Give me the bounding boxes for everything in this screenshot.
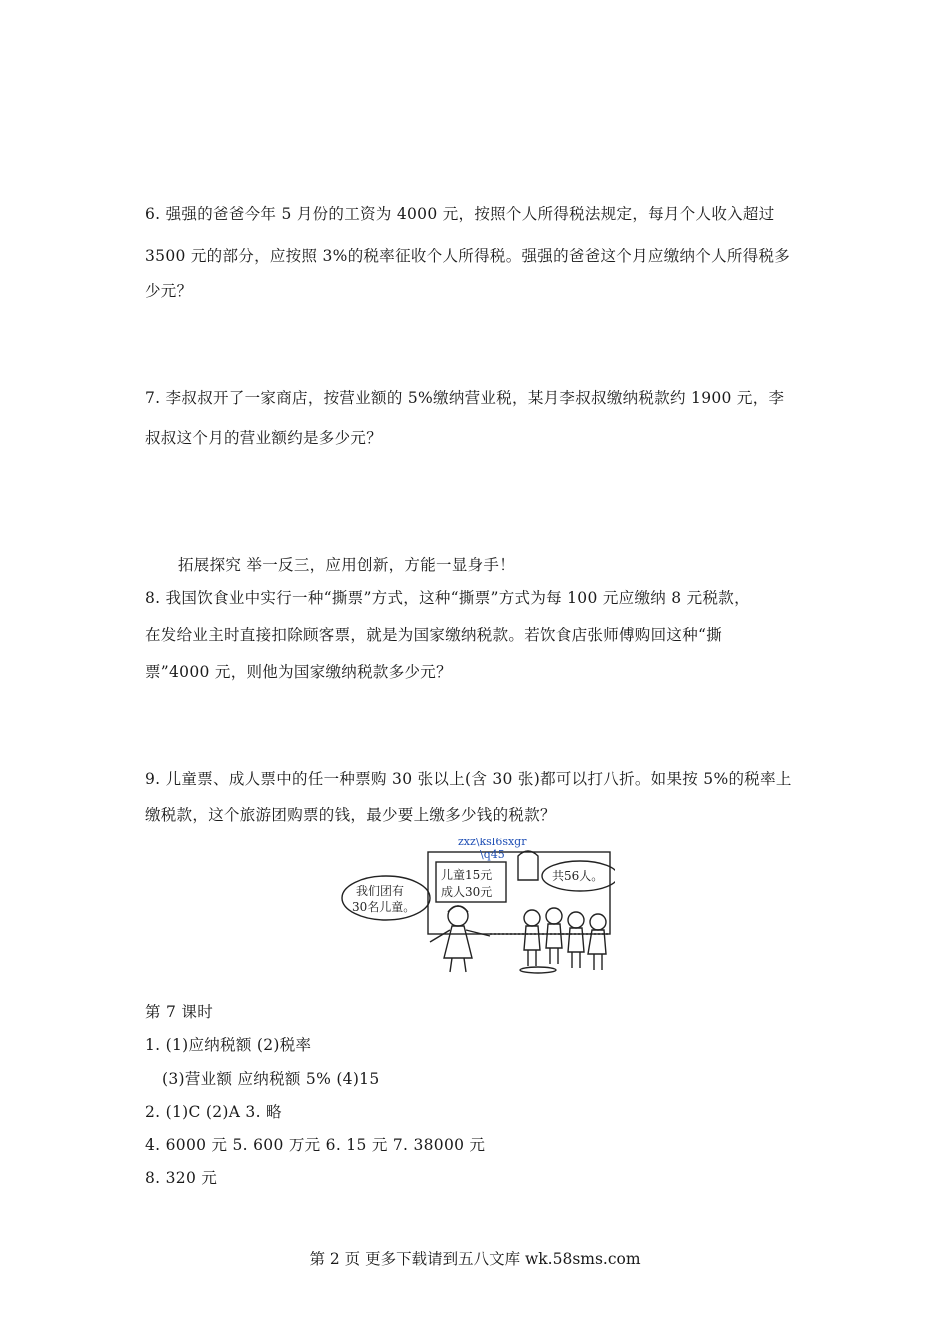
problem-7-line-2: 叔叔这个月的营业额约是多少元？	[145, 429, 383, 447]
sign-children-price: 儿童15元	[441, 868, 493, 882]
problem-6-line-1: 6. 强强的爸爸今年 5 月份的工资为 4000 元，按照个人所得税法规定，每月个人收入超过	[145, 205, 775, 223]
children-queue-figures	[520, 908, 606, 973]
problem-6-line-2: 3500 元的部分，应按照 3%的税率征收个人所得税。强强的爸爸这个月应缴纳个人所得税多	[145, 247, 791, 265]
answer-line-5: 8. 320 元	[145, 1169, 218, 1187]
problem-8-line-1: 8. 我国饮食业中实行一种“撕票”方式，这种“撕票”方式为每 100 元应缴纳 8 元税款，	[145, 589, 750, 607]
speech-children-line-2: 30名儿童。	[352, 900, 416, 914]
problem-9-line-2: 缴税款，这个旅游团购票的钱，最少要上缴多少钱的税款？	[145, 806, 556, 824]
problem-8-line-3: 票”4000 元，则他为国家缴纳税款多少元？	[145, 663, 452, 681]
sign-adult-price: 成人30元	[441, 885, 493, 899]
page-footer: 第 2 页 更多下载请到五八文库 wk.58sms.com	[309, 1250, 641, 1268]
watermark-line-2: \q45	[480, 848, 505, 861]
problem-6-line-3: 少元？	[145, 282, 193, 300]
ticket-office-illustration	[340, 838, 615, 978]
extension-heading: 拓展探究 举一反三，应用创新，方能一显身手！	[178, 556, 516, 574]
problem-7-line-1: 7. 李叔叔开了一家商店，按营业额的 5%缴纳营业税，某月李叔叔缴纳税款约 1900 元，李	[145, 389, 785, 407]
speech-children-line-1: 我们团有	[356, 884, 405, 898]
answer-line-1: 1. (1)应纳税额 (2)税率	[145, 1036, 312, 1054]
answer-line-2: (3)营业额 应纳税额 5% (4)15	[162, 1070, 380, 1088]
problem-9-line-1: 9. 儿童票、成人票中的任一种票购 30 张以上(含 30 张)都可以打八折。如果按 5%的税率上	[145, 770, 792, 788]
problem-8-line-2: 在发给业主时直接扣除顾客票，就是为国家缴纳税款。若饮食店张师傅购回这种“撕	[145, 626, 723, 644]
answer-line-3: 2. (1)C (2)A 3. 略	[145, 1103, 282, 1121]
ticket-window-icon	[518, 851, 538, 880]
watermark-line-1: zxz\ksl6sxgr	[458, 838, 527, 848]
answer-title: 第 7 课时	[145, 1003, 214, 1021]
answer-line-4: 4. 6000 元 5. 600 万元 6. 15 元 7. 38000 元	[145, 1136, 486, 1154]
tour-guide-figure	[430, 906, 490, 972]
speech-total-people: 共56人。	[552, 869, 604, 883]
